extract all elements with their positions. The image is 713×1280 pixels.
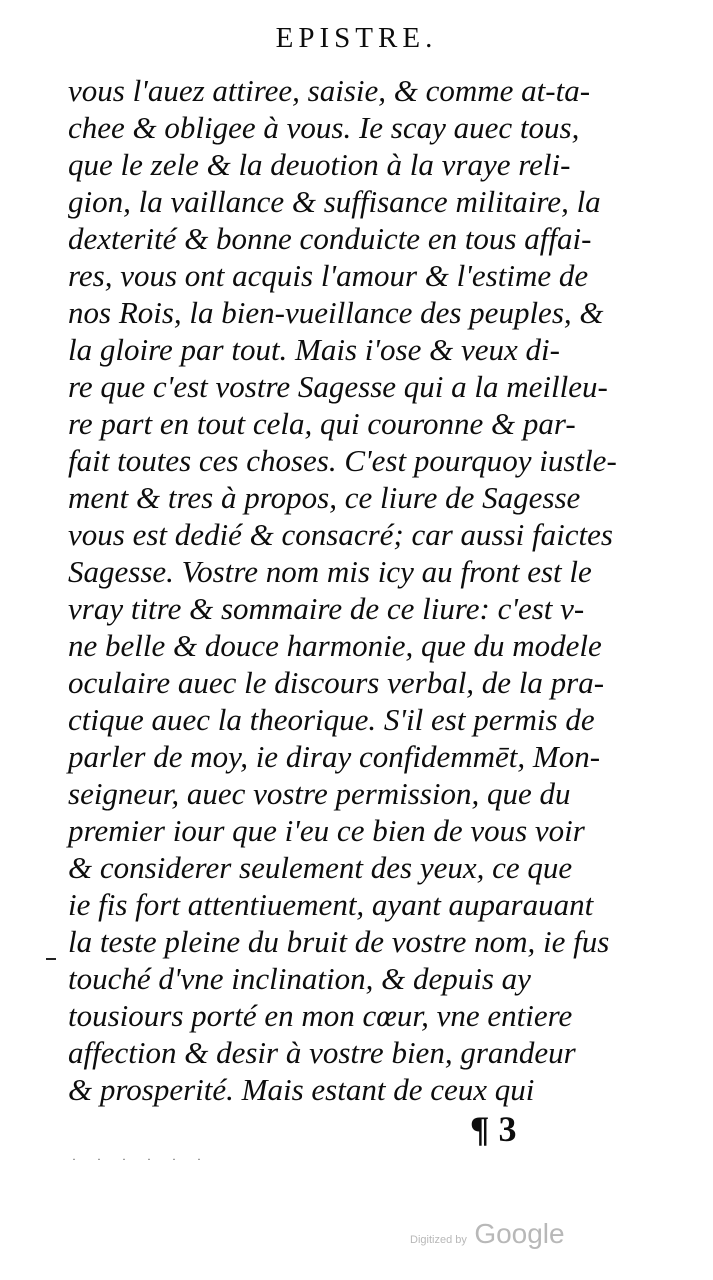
margin-mark (46, 958, 56, 960)
digitization-watermark (410, 1218, 565, 1250)
text-line: touché d'vne inclination, & depuis ay (68, 961, 531, 996)
running-header: EPISTRE. (275, 22, 438, 54)
watermark-prefix: Digitized by (410, 1234, 467, 1246)
text-line: chee & obligee à vous. Ie scay auec tous, (68, 110, 580, 145)
text-line: premier iour que i'eu ce bien de vous voir (68, 813, 585, 848)
text-line: ie fis fort attentiuement, ayant auparauant (68, 887, 594, 922)
text-line: nos Rois, la bien-vueillance des peuples, & (68, 295, 604, 330)
text-line: ctique auec la theorique. S'il est permis de (68, 702, 595, 737)
text-line: re que c'est vostre Sagesse qui a la meilleu- (68, 369, 608, 404)
text-line: la gloire par tout. Mais i'ose & veux di- (68, 332, 560, 367)
text-line: res, vous ont acquis l'amour & l'estime de (68, 258, 589, 293)
text-line: fait toutes ces choses. C'est pourquoy iustle- (68, 443, 617, 478)
text-line: vray titre & sommaire de ce liure: c'est v- (68, 591, 585, 626)
text-line: vous est dedié & consacré; car aussi faictes (68, 517, 613, 552)
signature-mark: ¶ 3 (470, 1109, 517, 1149)
text-line: gion, la vaillance & suffisance militaire, la (68, 184, 601, 219)
text-line: affection & desir à vostre bien, grandeur (68, 1035, 576, 1070)
text-line: Sagesse. Vostre nom mis icy au front est le (68, 554, 592, 589)
text-line: seigneur, auec vostre permission, que du (68, 776, 571, 811)
text-line: que le zele & la deuotion à la vraye reli- (68, 147, 571, 182)
text-line: vous l'auez attiree, saisie, & comme at-ta- (68, 73, 591, 108)
text-line: ne belle & douce harmonie, que du modele (68, 628, 602, 663)
text-line: oculaire auec le discours verbal, de la pra- (68, 665, 605, 700)
body-text (68, 72, 638, 1108)
text-line: tousiours porté en mon cœur, vne entiere (68, 998, 573, 1033)
text-line: parler de moy, ie diray confidemmēt, Mon- (68, 739, 601, 774)
text-line: & considerer seulement des yeux, ce que (68, 850, 573, 885)
text-line: dexterité & bonne conduicte en tous affai- (68, 221, 592, 256)
text-line: re part en tout cela, qui couronne & par- (68, 406, 576, 441)
google-logo: Google (474, 1218, 565, 1249)
text-line: & prosperité. Mais estant de ceux qui (68, 1072, 535, 1107)
ink-specks: · · · · · · (72, 1152, 210, 1166)
text-line: la teste pleine du bruit de vostre nom, ie fus (68, 924, 610, 959)
text-line: ment & tres à propos, ce liure de Sagesse (68, 480, 581, 515)
